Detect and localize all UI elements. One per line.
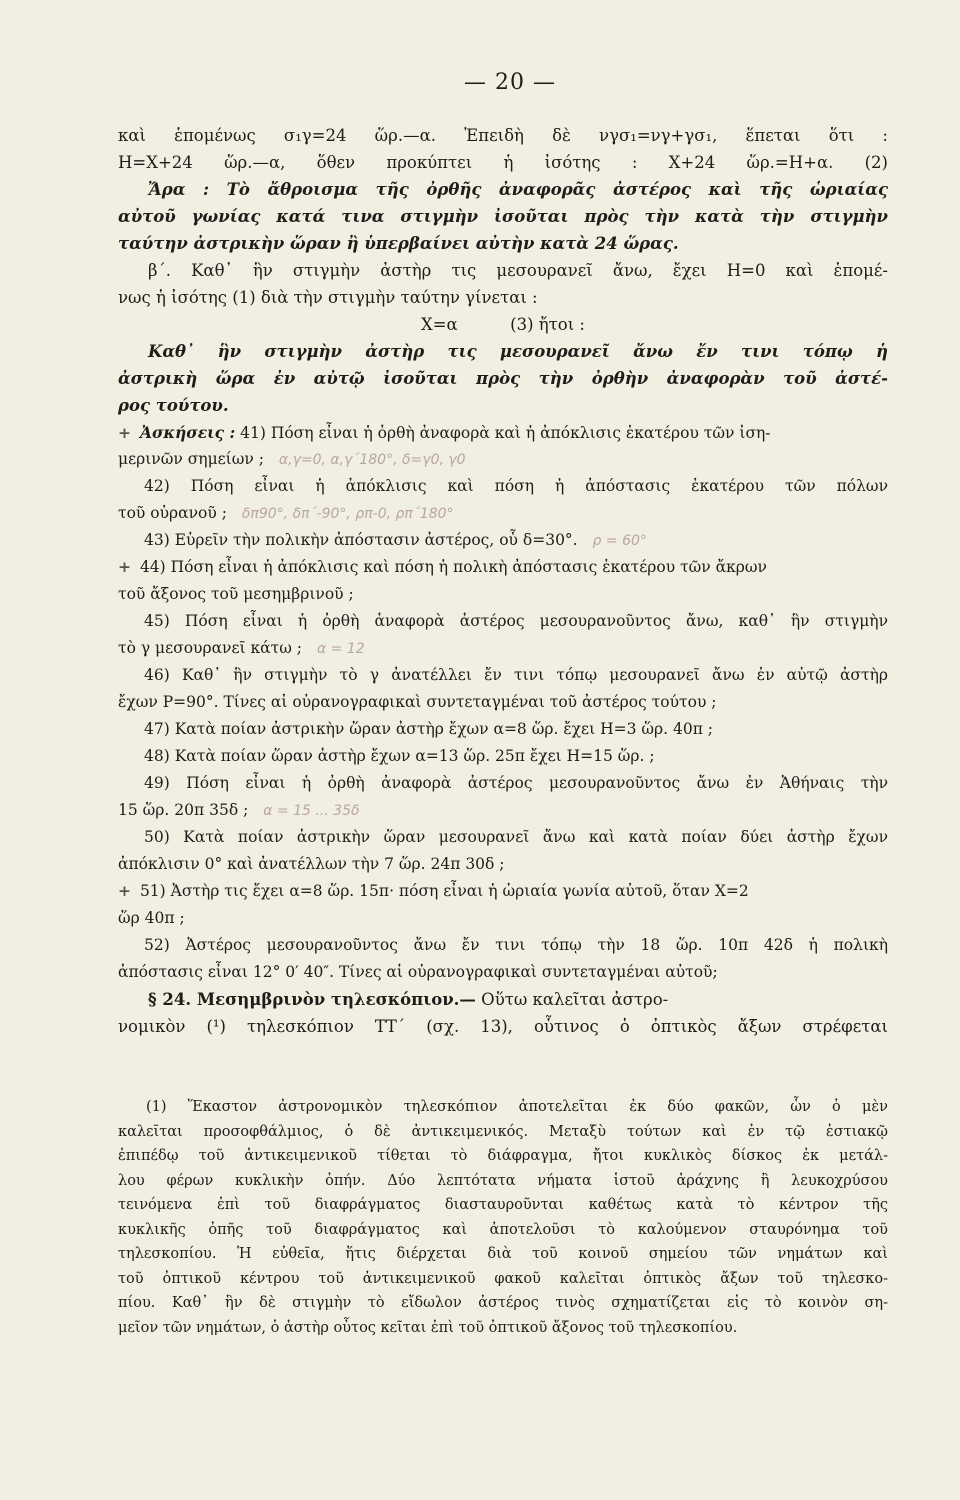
exercise-text: 51) Ἀστὴρ τις ἔχει α=8 ὥρ. 15π· πόση εἶναι ἡ ὡριαία γωνία αὐτοῦ, ὅταν Χ=2 <box>139 882 749 900</box>
beta-paragraph-line: β΄. Καθ᾽ ἣν στιγμὴν ἀστὴρ τις μεσουρανεῖ ἄνω, ἔχει Η=0 καὶ ἑπομέ- <box>148 261 888 280</box>
exercise-line: 49) Πόση εἶναι ἡ ὀρθὴ ἀναφορὰ ἀστέρος μεσουρανοῦντος ἄνω ἐν Ἀθήναις τὴν <box>144 774 888 792</box>
footnote-line: τηλεσκοπίου. Ἡ εὐθεῖα, ἥτις διέρχεται διὰ τοῦ κοινοῦ σημείου τῶν νημάτων καὶ <box>118 1246 888 1262</box>
beta-paragraph-line: νως ἡ ἰσότης (1) διὰ τὴν στιγμὴν ταύτην γίνεται : <box>118 288 538 307</box>
exercise-line: τοῦ ἄξονος τοῦ μεσημβρινοῦ ; <box>118 585 354 603</box>
exercise-line <box>118 554 888 581</box>
exercise-line <box>118 635 888 662</box>
handwritten-note: α = 15 ... 35δ <box>263 803 360 819</box>
exercise-line <box>118 419 888 446</box>
rule-statement-line: ταύτην ἀστρικὴν ὥραν ἢ ὑπερβαίνει αὐτὴν κατὰ 24 ὥρας. <box>118 234 679 253</box>
footnote-line: μεῖον τῶν νημάτων, ὁ ἀστὴρ οὗτος κεῖται ἐπὶ τοῦ ὀπτικοῦ ἄξονος τοῦ τηλεσκοπίου. <box>118 1319 738 1336</box>
exercises-heading: Ἀσκήσεις : <box>139 423 236 442</box>
exercise-line: 46) Καθ᾽ ἣν στιγμὴν τὸ γ ἀνατέλλει ἔν τινι τόπῳ μεσουρανεῖ ἄνω ἐν αὐτῷ ἀστὴρ <box>144 666 888 684</box>
rule-statement-line: αὐτοῦ γωνίας κατά τινα στιγμὴν ἰσοῦται πρὸς τὴν κατὰ τὴν στιγμὴν <box>118 207 888 226</box>
exercise-line <box>118 446 888 473</box>
rule-statement-line: ἀστρικὴ ὥρα ἐν αὐτῷ ἰσοῦται πρὸς τὴν ὀρθὴν ἀναφορὰν τοῦ ἀστέ- <box>118 369 888 388</box>
exercise-line <box>118 527 888 554</box>
handwritten-note: δπ90°, δπ΄-90°, ρπ-0, ρπ΄180° <box>241 506 454 522</box>
exercise-text: 41) Πόση εἶναι ἡ ὀρθὴ ἀναφορὰ καὶ ἡ ἀπόκλισις ἑκατέρου τῶν ἰση- <box>240 424 771 442</box>
footnote-line: (1) Ἕκαστον ἀστρονομικὸν τηλεσκόπιον ἀποτελεῖται ἐκ δύο φακῶν, ὧν ὁ μὲν <box>146 1099 888 1115</box>
pencil-mark-icon: + <box>118 558 131 576</box>
exercise-line: 42) Πόση εἶναι ἡ ἀπόκλισις καὶ πόση ἡ ἀπόστασις ἑκατέρου τῶν πόλων <box>144 477 888 495</box>
footnote-line: λου φέρων κυκλικὴν ὀπήν. Δύο λεπτότατα νήματα ἱστοῦ ἀράχνης ἢ λευκοχρύσου <box>118 1172 888 1189</box>
footnote-line: τοῦ ὀπτικοῦ κέντρου τοῦ ἀντικειμενικοῦ φακοῦ καλεῖται ὀπτικὸς ἄξων τοῦ τηλεσκο- <box>118 1270 888 1287</box>
exercise-text: 15 ὥρ. 20π 35δ ; <box>118 801 249 819</box>
handwritten-note: α = 12 <box>316 641 365 657</box>
exercise-text: 44) Πόση εἶναι ἡ ἀπόκλισις καὶ πόση ἡ πολικὴ ἀπόστασις ἑκατέρου τῶν ἄκρων <box>139 558 767 576</box>
exercise-text: τὸ γ μεσουρανεῖ κάτω ; <box>118 639 303 657</box>
page-number: — 20 — <box>464 70 556 95</box>
footnote-line: πίου. Καθ᾽ ἣν δὲ στιγμὴν τὸ εἴδωλον ἀστέρος τινὸς σχηματίζεται εἰς τὸ κοινὸν ση- <box>118 1295 888 1311</box>
section-heading-line <box>118 986 888 1013</box>
exercise-line <box>118 797 888 824</box>
exercise-line: 50) Κατὰ ποίαν ἀστρικὴν ὥραν μεσουρανεῖ ἄνω καὶ κατὰ ποίαν δύει ἀστὴρ ἔχων <box>144 828 888 846</box>
pencil-mark-icon: + <box>118 882 131 900</box>
section-24-title: § 24. Μεσημβρινὸν τηλεσκόπιον.— <box>148 990 476 1009</box>
exercise-text: τοῦ οὐρανοῦ ; <box>118 504 227 522</box>
exercise-line: ἀπόκλισιν 0° καὶ ἀνατέλλων τὴν 7 ὥρ. 24π 30δ ; <box>118 855 505 873</box>
exercise-line <box>118 500 888 527</box>
pencil-mark-icon: + <box>118 424 131 442</box>
footnote-line: καλεῖται προσοφθάλμιος, ὁ δὲ ἀντικειμενικός. Μεταξὺ τούτων καὶ ἐν τῷ ἑστιακῷ <box>118 1123 888 1140</box>
exercise-line: ἀπόστασις εἶναι 12° 0′ 40″. Τίνες αἱ οὐρανογραφικαὶ συντεταγμέναι αὐτοῦ; <box>118 963 718 981</box>
handwritten-note: ρ = 60° <box>592 533 647 549</box>
equation: Χ=α (3) ἤτοι : <box>420 315 585 334</box>
exercise-line <box>118 878 888 905</box>
exercise-line: 52) Ἀστέρος μεσουρανοῦντος ἄνω ἔν τινι τόπῳ τὴν 18 ὥρ. 10π 42δ ἡ πολικὴ <box>144 936 888 954</box>
footnote <box>118 1095 888 1340</box>
footnote-line: κυκλικῆς ὀπῆς τοῦ διαφράγματος καὶ ἀποτελοῦσι τὸ καλούμενον σταυρόνημα τοῦ <box>118 1221 888 1238</box>
exercise-line: ἔχων Ρ=90°. Τίνες αἱ οὐρανογραφικαὶ συντεταγμέναι τοῦ ἀστέρος τούτου ; <box>118 693 717 711</box>
exercise-text: 43) Εὑρεῖν τὴν πολικὴν ἀπόστασιν ἀστέρος, οὗ δ=30°. <box>144 531 578 549</box>
handwritten-note: α,γ=0, α,γ΄180°, δ=γ0, γ0 <box>278 452 466 468</box>
body-line: Η=Χ+24 ὥρ.—α, ὅθεν προκύπτει ἡ ἰσότης : Χ+24 ὥρ.=Η+α. (2) <box>118 153 888 172</box>
exercise-text: μερινῶν σημείων ; <box>118 450 264 468</box>
rule-statement-line: Καθ᾽ ἣν στιγμὴν ἀστὴρ τις μεσουρανεῖ ἄνω ἔν τινι τόπῳ ἡ <box>148 342 888 361</box>
footnote-line: τεινόμενα ἐπὶ τοῦ διαφράγματος διασταυροῦνται καθέτως κατὰ τὸ κέντρον τῆς <box>118 1197 888 1213</box>
exercise-line: 45) Πόση εἶναι ἡ ὀρθὴ ἀναφορὰ ἀστέρος μεσουρανοῦντος ἄνω, καθ᾽ ἣν στιγμὴν <box>144 612 888 630</box>
body-line: καὶ ἑπομένως σ₁γ=24 ὥρ.—α. Ἐπειδὴ δὲ νγσ₁=νγ+γσ₁, ἕπεται ὅτι : <box>118 126 888 145</box>
footnote-line: ἐπιπέδῳ τοῦ ἀντικειμενικοῦ τίθεται τὸ διάφραγμα, ἤτοι κυκλικὸς δίσκος ἐκ μετάλ- <box>118 1148 888 1164</box>
rule-statement-line: Ἄρα : Τὸ ἄθροισμα τῆς ὀρθῆς ἀναφορᾶς ἀστέρος καὶ τῆς ὡριαίας <box>148 180 888 199</box>
exercise-line: 48) Κατὰ ποίαν ὥραν ἀστὴρ ἔχων α=13 ὥρ. 25π ἔχει Η=15 ὥρ. ; <box>144 747 655 765</box>
rule-statement-line: ρος τούτου. <box>118 396 229 415</box>
section-24-line: νομικὸν (¹) τηλεσκόπιον ΤΤ΄ (σχ. 13), οὗτινος ὁ ὀπτικὸς ἄξων στρέφεται <box>118 1017 888 1036</box>
exercise-line: 47) Κατὰ ποίαν ἀστρικὴν ὥραν ἀστὴρ ἔχων α=8 ὥρ. ἔχει Η=3 ὥρ. 40π ; <box>144 720 714 738</box>
section-24-text: Οὕτω καλεῖται ἀστρο- <box>481 990 669 1009</box>
exercise-line: ὥρ 40π ; <box>118 909 185 927</box>
main-text <box>118 122 888 1040</box>
